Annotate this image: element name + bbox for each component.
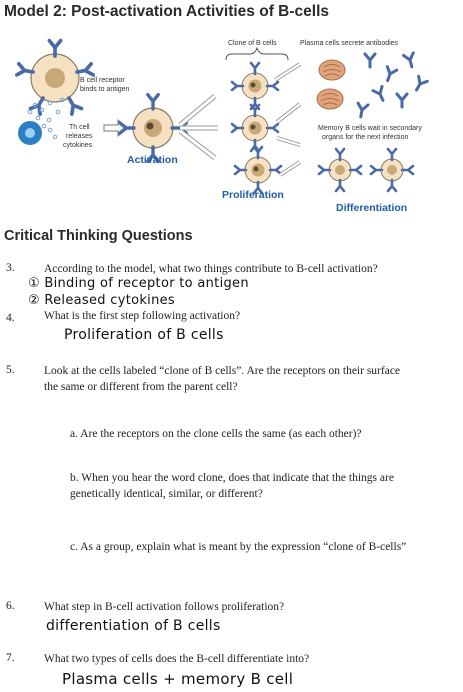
svg-text:Memory B cells wait in seconda: Memory B cells wait in secondary [318,125,422,132]
cytokine [48,128,52,132]
activated-b-cell [120,95,187,162]
memory-b-cell [319,149,361,191]
th-cell [18,121,42,145]
antibody [365,54,375,67]
activation-label: Activation [127,154,178,166]
question-number: 5. [6,364,15,376]
svg-text:releases: releases [66,133,93,140]
answer-6: differentiation of B cells [46,618,221,634]
question-7: What two types of cells does the B-cell differentiate into? [44,653,310,665]
plasma-cell [319,60,345,80]
svg-text:B cell receptor: B cell receptor [80,77,125,84]
clone-cell-2 [232,105,278,151]
question-5b-line-1: b. When you hear the word clone, does that indicate that the things are [70,472,394,484]
proliferation-label: Proliferation [222,189,284,201]
question-number: 4. [6,312,15,324]
question-6: What step in B-cell activation follows proliferation? [44,601,285,613]
b-cell-diagram [0,28,463,223]
question-4: What is the first step following activation? [44,310,241,322]
svg-text:binds to antigen: binds to antigen [80,86,130,93]
answer-7: Plasma cells + memory B cell [62,670,294,688]
differentiation-label: Differentiation [336,202,408,214]
question-number: 3. [6,262,15,274]
clone-cell-1 [232,63,278,109]
answer-3-line-2: ② Released cytokines [28,293,176,308]
question-number: 7. [6,652,15,664]
critical-thinking-heading: Critical Thinking Questions [4,228,193,244]
clone-cell-3 [235,147,281,193]
question-3: According to the model, what two things contribute to B-cell activation? [44,263,378,275]
svg-text:Clone of B cells: Clone of B cells [228,40,277,47]
model-title: Model 2: Post-activation Activities of B-cells [4,3,329,20]
question-5-line-1: Look at the cells labeled “clone of B cells”. Are the receptors on their surface [44,365,401,377]
svg-text:cytokines: cytokines [63,142,93,149]
question-5a: a. Are the receptors on the clone cells the same (as each other)? [70,428,362,440]
answer-3-line-1: ① Binding of receptor to antigen [28,276,249,291]
question-number: 6. [6,600,15,612]
answer-4: Proliferation of B cells [64,327,224,343]
svg-text:Th cell: Th cell [69,124,90,131]
question-5-line-2: the same or different from the parent cell? [44,381,238,393]
question-5b-line-2: genetically identical, similar, or different? [70,488,263,500]
svg-text:organs for the next infection: organs for the next infection [322,134,409,141]
clone-bracket [226,48,288,60]
question-5c: c. As a group, explain what is meant by the expression “clone of B-cells” [70,541,407,553]
svg-text:Plasma cells secrete antibodie: Plasma cells secrete antibodies [300,40,399,47]
